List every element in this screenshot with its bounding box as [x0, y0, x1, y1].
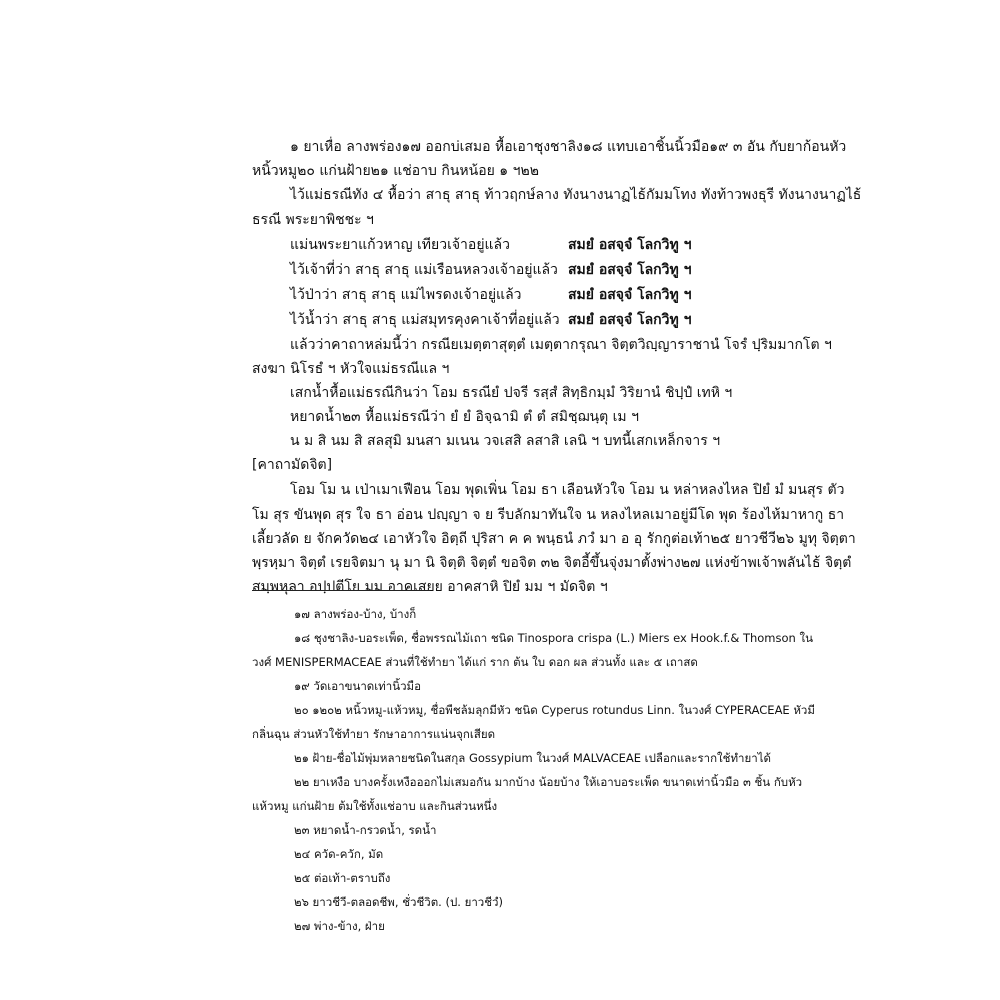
- body-line: ไว้ป่าว่า สาธุ สาธุ แม่ไพรดงเจ้าอยู่แล้ว: [290, 287, 522, 303]
- body-line: ไว้เจ้าที่ว่า สาธุ สาธุ แม่เรือนหลวงเจ้าอยู่แล้ว: [290, 262, 558, 278]
- body-line: ไว้น้ำว่า สาธุ สาธุ แม่สมุทรคุงคาเจ้าที่อยู่แล้ว: [290, 312, 560, 328]
- footnote-line: ๒๐ ๑๒๐๒ หนิ้วหมู-แห้วหมู, ชื่อพืชล้มลุกมีหัว ชนิด Cyperus rotundus Linn. ในวงศ์ CYPERACEAE หัวมี: [294, 703, 815, 717]
- body-line: เลี้ยวลัด ย จักควัด๒๔ เอาหัวใจ อิตฺถี ปุริสา ค ค พนฺธนํ ภวํ มา อ อุ รักกูต่อเท้า๒๕ ยาวชีวี๒๖ มูทุ จิตฺตา: [252, 531, 856, 547]
- body-line: พฺรหฺมา จิตฺตํ เรยจิตมา นุ มา นิ จิตฺติ จิตฺตํ ขอจิต ๓๒ จิตอี้ขึ้นจุ่งมาตั้งพ่าง๒๗ แห่งข้าพเจ้าพลันไธ้ จิตฺตํ: [252, 555, 852, 571]
- footnote-line: แห้วหมู แก่นฝ้าย ต้มใช้ทั้งแช่อาบ และกินส่วนหนึ่ง: [252, 799, 498, 813]
- body-line: ธรณี พระยาพิชชะ ฯ: [252, 212, 374, 228]
- body-line: หนิ้วหมู๒๐ แก่นฝ้าย๒๑ แช่อาบ กินหน้อย ๑ ฯ๒๒: [252, 163, 539, 179]
- mantra-refrain: สมยํ อสจฺจํ โลกวิทู ฯ: [568, 237, 692, 253]
- footnote-line: ๒๖ ยาวชีวี-ตลอดชีพ, ชั่วชีวิต. (ป. ยาวชีวํ): [294, 895, 503, 909]
- body-line: น ม สิ นม สิ สลสุมิ มนสา มเนน วจเสสิ ลสาสิ เลนิ ฯ บทนี้เสกเหล็กจาร ฯ: [290, 433, 721, 449]
- mantra-refrain: สมยํ อสจฺจํ โลกวิทู ฯ: [568, 262, 692, 278]
- footnote-line: ๒๗ พ่าง-ข้าง, ฝ่าย: [294, 919, 385, 933]
- body-line: หยาดน้ำ๒๓ หื้อแม่ธรณีว่า ยํ ยํ อิจฺฉามิ ตํ ตํ สมิชฺฌนฺตุ เม ฯ: [290, 409, 639, 425]
- body-line: เสกน้ำหื้อแม่ธรณีกินว่า โอม ธรณียํ ปจรี รสฺสํ สิทฺธิกมฺมํ วิริยานํ ชิปฺปํ เทหิ ฯ: [290, 385, 733, 401]
- footnote-line: วงศ์ MENISPERMACEAE ส่วนที่ใช้ทำยา ได้แก่ ราก ต้น ใบ ดอก ผล ส่วนทั้ง และ ๕ เถาสด: [252, 655, 698, 669]
- body-line: แม่นพระยาแก้วหาญ เทียวเจ้าอยู่แล้ว: [290, 237, 510, 253]
- body-line: สงฆา นิโรธํ ฯ หัวใจแม่ธรณีแล ฯ: [252, 361, 450, 377]
- body-line: โอม โม น เป่าเมาเฟือน โอม พุดเพิ่น โอม ธา เลือนหัวใจ โอม น หล่าหลงไหล ปิยํ มํ มนสุร ตัว: [290, 482, 845, 498]
- footnote-line: ๑๙ วัดเอาขนาดเท่านิ้วมือ: [294, 679, 422, 693]
- body-line: สมฺพหุลา อปฺปตีโย มม อาคเสยย อาคสาหิ ปิยํ มม ฯ มัดจิต ฯ: [252, 579, 608, 595]
- footnote-separator: [252, 590, 430, 591]
- mantra-refrain: สมยํ อสจฺจํ โลกวิทู ฯ: [568, 287, 692, 303]
- footnote-line: กลิ่นฉุน ส่วนหัวใช้ทำยา รักษาอาการแน่นจุกเสียด: [252, 727, 496, 741]
- footnote-line: ๑๗ ลางพร่อง-บ้าง, บ้างก็: [294, 607, 417, 621]
- body-line: แล้วว่าคาถาหล่มนี้ว่า กรณียเมตฺตาสุตฺตํ เมตฺตากรุณา จิตฺตวิญฺญาราชานํ โจรํ ปฺริมมากโต ฯ: [290, 337, 832, 353]
- footnote-line: ๑๘ ชุงชาลิง-บอระเพ็ด, ชื่อพรรณไม้เถา ชนิด Tinospora crispa (L.) Miers ex Hook.f.& Thomson ใน: [294, 631, 813, 645]
- body-line: โม สุร ขันพุด สุร ใจ ธา อ่อน ปญฺญา จ ย รีบลักมาทันใจ น หลงไหลเมาอยู่มีโด พุด ร้องไห้มาหากู ธา: [252, 507, 845, 523]
- footnote-line: ๒๕ ต่อเท้า-ตราบถึง: [294, 871, 391, 885]
- footnote-line: ๒๑ ฝ้าย-ชื่อไม้พุ่มหลายชนิดในสกุล Gossypium ในวงศ์ MALVACEAE เปลือกและรากใช้ทำยาได้: [294, 751, 771, 765]
- body-line: [คาถามัดจิต]: [252, 457, 333, 473]
- footnote-line: ๒๔ ควัด-ควัก, มัด: [294, 847, 384, 861]
- body-line: ๑ ยาเหื่อ ลางพร่อง๑๗ ออกบ่เสมอ หื้อเอาชุงชาลิง๑๘ แทบเอาชิ้นนิ้วมือ๑๙ ๓ อัน กับยาก้อนหัว: [290, 139, 847, 155]
- mantra-refrain: สมยํ อสจฺจํ โลกวิทู ฯ: [568, 312, 692, 328]
- body-line: ไว้แม่ธรณีทัง ๔ หื้อว่า สาธุ สาธุ ท้าวฤกษ์ลาง ทังนางนาฏไธ้กัมมโทง ทังท้าวพงธุรี ทังนางนาฏไธ้: [290, 187, 862, 203]
- footnote-line: ๒๓ หยาดน้ำ-กรวดน้ำ, รดน้ำ: [294, 823, 437, 837]
- footnote-line: ๒๒ ยาเหงือ บางครั้งเหงือออกไม่เสมอกัน มากบ้าง น้อยบ้าง ให้เอาบอระเพ็ด ขนาดเท่านิ้วมือ ๓ ชิ้น กับหัว: [294, 775, 803, 789]
